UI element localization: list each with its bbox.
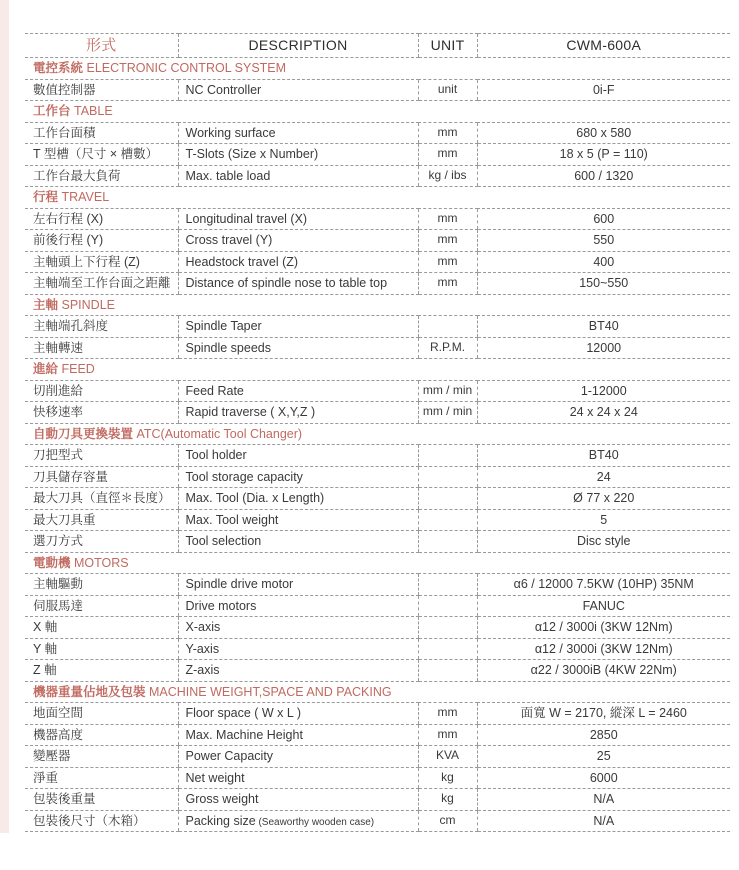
spec-unit (418, 509, 477, 531)
section-title-en: SPINDLE (58, 297, 115, 312)
spec-row (25, 251, 730, 273)
spec-unit (418, 574, 477, 596)
spec-unit (418, 617, 477, 639)
section-title-zh: 工作台 (33, 104, 71, 119)
section-title-en: MACHINE WEIGHT,SPACE AND PACKING (145, 684, 392, 699)
spec-row (25, 466, 730, 488)
spec-unit: mm (418, 724, 477, 746)
section-title (25, 58, 730, 80)
spec-unit (418, 638, 477, 660)
spec-description: Tool storage capacity (178, 466, 418, 488)
section-header-row (25, 294, 730, 316)
spec-label-zh: 切削進給 (25, 380, 178, 402)
spec-row (25, 789, 730, 811)
spec-description: Floor space ( W x L ) (178, 703, 418, 725)
spec-label-zh: 數值控制器 (25, 79, 178, 101)
spec-description: Gross weight (178, 789, 418, 811)
spec-row (25, 488, 730, 510)
spec-description: Distance of spindle nose to table top (178, 273, 418, 295)
section-header-row (25, 58, 730, 80)
spec-row (25, 208, 730, 230)
section-header-row (25, 101, 730, 123)
section-title (25, 681, 730, 703)
spec-unit: kg (418, 789, 477, 811)
section-title-en: TABLE (70, 104, 113, 119)
section-title-en: ELECTRONIC CONTROL SYSTEM (83, 61, 287, 76)
spec-label-zh: 刀把型式 (25, 445, 178, 467)
spec-label-zh: 主軸頭上下行程 (Z) (25, 251, 178, 273)
spec-label-zh: 選刀方式 (25, 531, 178, 553)
spec-unit: cm (418, 810, 477, 832)
spec-description: T-Slots (Size x Number) (178, 144, 418, 166)
spec-row (25, 273, 730, 295)
spec-value: 面寬 W = 2170, 縱深 L = 2460 (477, 703, 730, 725)
spec-row (25, 810, 730, 832)
spec-unit: kg (418, 767, 477, 789)
section-header-row (25, 359, 730, 381)
spec-unit: unit (418, 79, 477, 101)
section-header-row (25, 187, 730, 209)
spec-value: 680 x 580 (477, 122, 730, 144)
spec-label-zh: 主軸驅動 (25, 574, 178, 596)
spec-row (25, 595, 730, 617)
spec-label-zh: 刀具儲存容量 (25, 466, 178, 488)
spec-row (25, 144, 730, 166)
spec-table (25, 33, 730, 832)
spec-label-zh: 快移速率 (25, 402, 178, 424)
spec-value: 18 x 5 (P = 110) (477, 144, 730, 166)
spec-description: Cross travel (Y) (178, 230, 418, 252)
spec-description: Tool holder (178, 445, 418, 467)
spec-value: 550 (477, 230, 730, 252)
spec-description: Max. table load (178, 165, 418, 187)
spec-unit: R.P.M. (418, 337, 477, 359)
spec-unit: mm (418, 122, 477, 144)
spec-value: 400 (477, 251, 730, 273)
section-title-zh: 主軸 (33, 297, 59, 312)
spec-value: 25 (477, 746, 730, 768)
spec-row (25, 79, 730, 101)
spec-unit: mm (418, 273, 477, 295)
spec-label-zh: 地面空間 (25, 703, 178, 725)
spec-label-zh: 最大刀具重 (25, 509, 178, 531)
spec-value: Ø 77 x 220 (477, 488, 730, 510)
spec-description: Spindle Taper (178, 316, 418, 338)
spec-value: N/A (477, 810, 730, 832)
section-title (25, 423, 730, 445)
spec-value: 600 / 1320 (477, 165, 730, 187)
spec-value: BT40 (477, 316, 730, 338)
spec-value: BT40 (477, 445, 730, 467)
spec-row (25, 531, 730, 553)
spec-description: Max. Machine Height (178, 724, 418, 746)
spec-label-zh: 工作台最大負荷 (25, 165, 178, 187)
section-header-row (25, 681, 730, 703)
spec-unit: mm (418, 251, 477, 273)
section-title-en: MOTORS (70, 555, 129, 570)
spec-unit: KVA (418, 746, 477, 768)
section-title-en: FEED (58, 362, 95, 377)
spec-description: Net weight (178, 767, 418, 789)
spec-unit (418, 466, 477, 488)
spec-row (25, 402, 730, 424)
section-title-zh: 自動刀具更換裝置 (33, 426, 134, 441)
spec-row (25, 638, 730, 660)
spec-row (25, 380, 730, 402)
spec-label-zh: X 軸 (25, 617, 178, 639)
spec-row (25, 337, 730, 359)
spec-description: Longitudinal travel (X) (178, 208, 418, 230)
spec-description: Power Capacity (178, 746, 418, 768)
spec-unit: mm (418, 230, 477, 252)
spec-label-zh: 主軸端孔斜度 (25, 316, 178, 338)
spec-value: α12 / 3000i (3KW 12Nm) (477, 617, 730, 639)
spec-value: 0i-F (477, 79, 730, 101)
spec-row (25, 445, 730, 467)
spec-unit: mm (418, 703, 477, 725)
section-header-row (25, 552, 730, 574)
spec-value: α22 / 3000iB (4KW 22Nm) (477, 660, 730, 682)
section-title (25, 187, 730, 209)
spec-description: Y-axis (178, 638, 418, 660)
spec-label-zh: 主軸轉速 (25, 337, 178, 359)
spec-row (25, 316, 730, 338)
spec-description: Max. Tool weight (178, 509, 418, 531)
spec-label-zh: 工作台面積 (25, 122, 178, 144)
section-title-zh: 電動機 (33, 555, 71, 570)
section-title (25, 552, 730, 574)
column-header-model: CWM-600A (477, 34, 730, 58)
spec-value: 150~550 (477, 273, 730, 295)
spec-description: Drive motors (178, 595, 418, 617)
spec-description: Packing size (Seaworthy wooden case) (178, 810, 418, 832)
section-title-en: ATC(Automatic Tool Changer) (133, 426, 303, 441)
table-header-row (25, 34, 730, 58)
spec-value: 2850 (477, 724, 730, 746)
column-header-unit: UNIT (418, 34, 477, 58)
spec-row (25, 703, 730, 725)
spec-unit: kg / ibs (418, 165, 477, 187)
left-margin-strip (0, 0, 9, 833)
spec-description: X-axis (178, 617, 418, 639)
spec-row (25, 767, 730, 789)
spec-description: Max. Tool (Dia. x Length) (178, 488, 418, 510)
spec-unit: mm (418, 208, 477, 230)
spec-value: α12 / 3000i (3KW 12Nm) (477, 638, 730, 660)
spec-description: Spindle speeds (178, 337, 418, 359)
section-title-zh: 行程 (33, 190, 59, 205)
spec-label-zh: 淨重 (25, 767, 178, 789)
spec-row (25, 230, 730, 252)
spec-row (25, 165, 730, 187)
spec-unit (418, 660, 477, 682)
spec-label-zh: 前後行程 (Y) (25, 230, 178, 252)
spec-label-zh: 包裝後重量 (25, 789, 178, 811)
spec-description: Tool selection (178, 531, 418, 553)
spec-label-zh: Y 軸 (25, 638, 178, 660)
spec-value: 1-12000 (477, 380, 730, 402)
spec-row (25, 724, 730, 746)
spec-label-zh: 左右行程 (X) (25, 208, 178, 230)
spec-unit (418, 595, 477, 617)
spec-description: Headstock travel (Z) (178, 251, 418, 273)
spec-description: Rapid traverse ( X,Y,Z ) (178, 402, 418, 424)
column-header-description: DESCRIPTION (178, 34, 418, 58)
spec-unit (418, 316, 477, 338)
spec-label-zh: 主軸端至工作台面之距離 (25, 273, 178, 295)
spec-value: 5 (477, 509, 730, 531)
spec-label-zh: 機器高度 (25, 724, 178, 746)
spec-value: FANUC (477, 595, 730, 617)
spec-unit (418, 531, 477, 553)
spec-row (25, 746, 730, 768)
spec-unit: mm (418, 144, 477, 166)
spec-value: 24 (477, 466, 730, 488)
spec-description: Feed Rate (178, 380, 418, 402)
spec-label-zh: 伺服馬達 (25, 595, 178, 617)
spec-unit (418, 488, 477, 510)
section-title-en: TRAVEL (58, 190, 110, 205)
spec-description: Spindle drive motor (178, 574, 418, 596)
section-title-zh: 機器重量佔地及包裝 (33, 684, 146, 699)
spec-label-zh: Z 軸 (25, 660, 178, 682)
spec-row (25, 660, 730, 682)
spec-value: 600 (477, 208, 730, 230)
spec-unit: mm / min (418, 402, 477, 424)
section-title (25, 101, 730, 123)
spec-table-body (25, 58, 730, 832)
spec-description: NC Controller (178, 79, 418, 101)
spec-value: 12000 (477, 337, 730, 359)
spec-row (25, 509, 730, 531)
spec-value: N/A (477, 789, 730, 811)
spec-row (25, 574, 730, 596)
spec-value: Disc style (477, 531, 730, 553)
spec-value: 24 x 24 x 24 (477, 402, 730, 424)
spec-value: α6 / 12000 7.5KW (10HP) 35NM (477, 574, 730, 596)
spec-row (25, 122, 730, 144)
spec-unit: mm / min (418, 380, 477, 402)
spec-description-note: (Seaworthy wooden case) (255, 816, 375, 828)
spec-value: 6000 (477, 767, 730, 789)
spec-label-zh: 包裝後尺寸（木箱） (25, 810, 178, 832)
spec-description: Working surface (178, 122, 418, 144)
section-title-zh: 電控系統 (33, 61, 84, 76)
column-header-type: 形式 (25, 34, 178, 58)
section-title (25, 359, 730, 381)
spec-description: Z-axis (178, 660, 418, 682)
section-header-row (25, 423, 730, 445)
spec-label-zh: 最大刀具（直徑＊長度） (25, 488, 178, 510)
spec-label-zh: T 型槽（尺寸 × 槽數） (25, 144, 178, 166)
spec-unit (418, 445, 477, 467)
spec-label-zh: 變壓器 (25, 746, 178, 768)
section-title-zh: 進給 (33, 362, 59, 377)
spec-row (25, 617, 730, 639)
section-title (25, 294, 730, 316)
